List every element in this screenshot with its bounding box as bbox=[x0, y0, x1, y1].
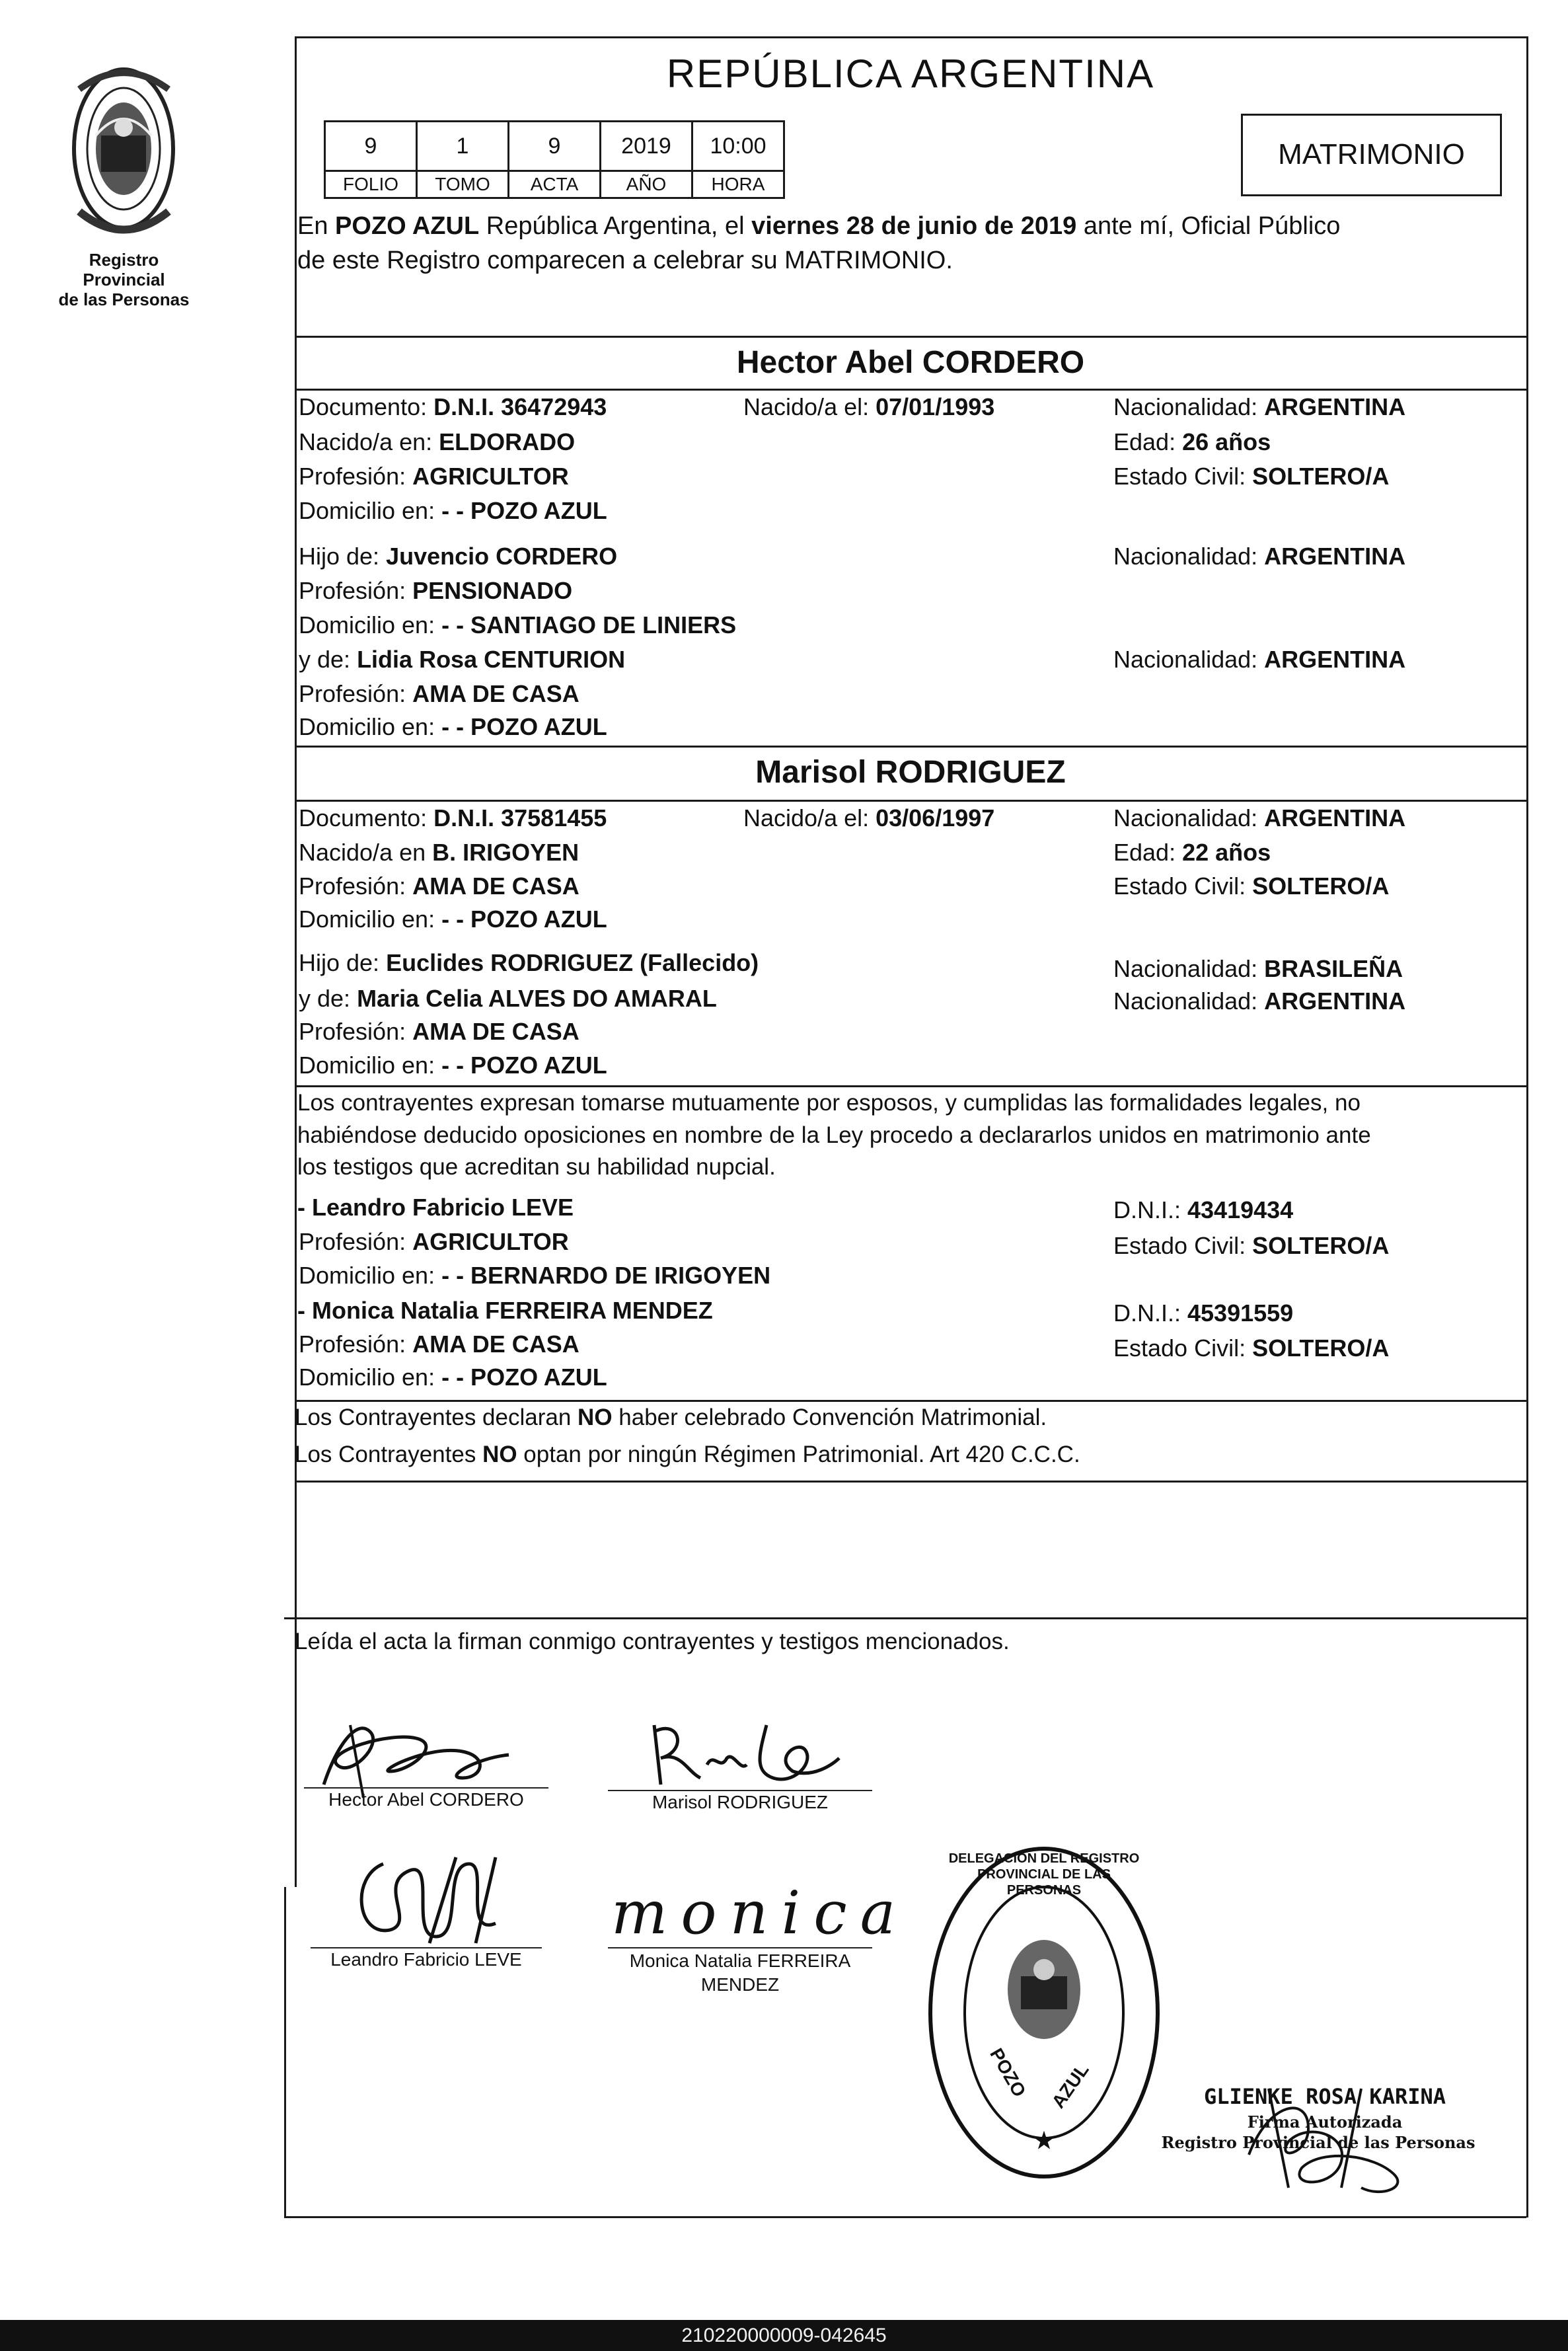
spouse1-civil: Estado Civil: SOLTERO/A bbox=[1113, 463, 1390, 490]
intro-line1 bbox=[297, 210, 1340, 242]
divider bbox=[295, 800, 1526, 802]
spouse1-signature-name: Hector Abel CORDERO bbox=[328, 1789, 524, 1810]
intro-text-b: República Argentina, el bbox=[479, 212, 752, 240]
official-title: Firma Autorizada bbox=[1247, 2112, 1403, 2132]
witness1-profession: Profesión: AGRICULTOR bbox=[299, 1228, 569, 1255]
witness1-signature-icon bbox=[337, 1844, 535, 1950]
frame-left-lower bbox=[284, 1887, 286, 2217]
registry-label bbox=[53, 250, 195, 309]
witness2-dni: D.N.I.: 45391559 bbox=[1113, 1299, 1294, 1327]
spouse1-mother-nationality: Nacionalidad: ARGENTINA bbox=[1113, 646, 1406, 673]
spouse2-signature-icon bbox=[641, 1712, 852, 1798]
official-registry: Registro Provincial de las Personas bbox=[1161, 2133, 1475, 2152]
spouse2-born-in: Nacido/a en B. IRIGOYEN bbox=[299, 839, 579, 866]
spouse2-domicile: Domicilio en: - - POZO AZUL bbox=[299, 906, 607, 933]
witness2-signature-name-line2: MENDEZ bbox=[700, 1974, 780, 1995]
witness1-signature-name: Leandro Fabricio LEVE bbox=[330, 1949, 522, 1970]
intro-line2: de este Registro comparecen a celebrar su MATRIMONIO. bbox=[297, 247, 953, 274]
witness2-civil: Estado Civil: SOLTERO/A bbox=[1113, 1334, 1390, 1362]
provincial-seal bbox=[69, 63, 178, 248]
spouse2-profession: Profesión: AMA DE CASA bbox=[299, 872, 579, 900]
tomo-value: 1 bbox=[416, 120, 509, 172]
closing-text: Leída el acta la firman conmigo contrayentes y testigos mencionados. bbox=[295, 1629, 1010, 1654]
divider bbox=[295, 746, 1526, 748]
official-name: GLIENKE ROSA KARINA bbox=[1203, 2084, 1446, 2109]
spouse1-father: Hijo de: Juvencio CORDERO bbox=[299, 543, 618, 570]
spouse1-father-domicile: Domicilio en: - - SANTIAGO DE LINIERS bbox=[299, 611, 737, 638]
divider bbox=[295, 389, 1526, 391]
spouse2-mother-profession: Profesión: AMA DE CASA bbox=[299, 1018, 579, 1045]
divider bbox=[284, 1617, 1526, 1619]
stamp-place-line2: AZUL bbox=[1047, 2060, 1093, 2112]
record-type-box bbox=[1241, 114, 1502, 196]
witness2-name: - Monica Natalia FERREIRA MENDEZ bbox=[297, 1297, 713, 1324]
barcode-text: 210220000009-042645 bbox=[0, 2320, 1568, 2351]
frame-bottom bbox=[284, 2216, 1526, 2218]
witness1-civil: Estado Civil: SOLTERO/A bbox=[1113, 1232, 1390, 1259]
frame-top bbox=[295, 36, 1526, 38]
frame-right bbox=[1526, 36, 1528, 2217]
divider bbox=[295, 1481, 1526, 1483]
spouse1-father-nationality: Nacionalidad: ARGENTINA bbox=[1113, 543, 1406, 570]
acta-value: 9 bbox=[507, 120, 601, 172]
delegation-stamp bbox=[925, 1844, 1163, 2181]
intro-place: POZO AZUL bbox=[335, 212, 480, 240]
spouse2-age: Edad: 22 años bbox=[1113, 839, 1271, 866]
intro-text-c: ante mí, Oficial Público bbox=[1076, 212, 1341, 240]
misiones-seal-icon bbox=[69, 63, 178, 248]
spouse2-document: Documento: D.N.I. 37581455 bbox=[299, 804, 607, 831]
spouse2-father: Hijo de: Euclides RODRIGUEZ (Fallecido) bbox=[299, 949, 759, 976]
hour-value: 10:00 bbox=[691, 120, 785, 172]
witness1-name: - Leandro Fabricio LEVE bbox=[297, 1194, 574, 1221]
spouse2-signature-name: Marisol RODRIGUEZ bbox=[652, 1792, 828, 1812]
tomo-label: TOMO bbox=[416, 170, 509, 199]
year-value: 2019 bbox=[599, 120, 693, 172]
spouse1-born-in: Nacido/a en: ELDORADO bbox=[299, 428, 576, 455]
spouse1-mother: y de: Lidia Rosa CENTURION bbox=[299, 646, 626, 673]
witness2-profession: Profesión: AMA DE CASA bbox=[299, 1330, 579, 1358]
spouse1-nationality: Nacionalidad: ARGENTINA bbox=[1113, 393, 1406, 420]
frame-left bbox=[295, 36, 297, 1887]
folio-value: 9 bbox=[324, 120, 418, 172]
intro-text-a: En bbox=[297, 212, 336, 240]
spouse1-mother-profession: Profesión: AMA DE CASA bbox=[299, 680, 579, 707]
spouse1-age: Edad: 26 años bbox=[1113, 428, 1271, 455]
stamp-place-line1: POZO bbox=[986, 2044, 1030, 2100]
spouse2-civil: Estado Civil: SOLTERO/A bbox=[1113, 872, 1390, 900]
spouse2-father-nationality: Nacionalidad: BRASILEÑA bbox=[1113, 955, 1403, 982]
acta-label: ACTA bbox=[507, 170, 601, 199]
witness2-signature-line bbox=[608, 1947, 872, 1948]
witness1-dni: D.N.I.: 43419434 bbox=[1113, 1196, 1294, 1223]
regime-patrimonial: Los Contrayentes NO optan por ningún Régimen Patrimonial. Art 420 C.C.C. bbox=[295, 1442, 1080, 1467]
country-title: REPÚBLICA ARGENTINA bbox=[666, 52, 1155, 96]
spouse1-domicile: Domicilio en: - - POZO AZUL bbox=[299, 497, 607, 524]
registry-label-line2: de las Personas bbox=[58, 289, 190, 309]
witness2-domicile: Domicilio en: - - POZO AZUL bbox=[299, 1364, 607, 1391]
witness2-signature-name-line1: Monica Natalia FERREIRA bbox=[629, 1950, 851, 1971]
spouse2-mother-domicile: Domicilio en: - - POZO AZUL bbox=[299, 1052, 607, 1079]
record-type: MATRIMONIO bbox=[1278, 138, 1465, 171]
spouse2-born-on: Nacido/a el: 03/06/1997 bbox=[743, 804, 995, 831]
spouse1-document: Documento: D.N.I. 36472943 bbox=[299, 393, 607, 420]
divider bbox=[295, 336, 1526, 338]
registry-fields-table bbox=[324, 120, 786, 200]
spouse2-mother-nationality: Nacionalidad: ARGENTINA bbox=[1113, 987, 1406, 1015]
spouse1-profession: Profesión: AGRICULTOR bbox=[299, 463, 569, 490]
declaration-line2: habiéndose deducido oposiciones en nombre de la Ley procedo a declararlos unidos en matrimonio ante bbox=[297, 1122, 1371, 1148]
year-label: AÑO bbox=[599, 170, 693, 199]
spouse2-name: Marisol RODRIGUEZ bbox=[755, 755, 1066, 790]
witness2-handwriting: monica bbox=[611, 1878, 909, 1948]
stamp-ring-text: DELEGACION DEL REGISTRO PROVINCIAL DE LAS PERSONAS bbox=[948, 1851, 1140, 1898]
spouse1-father-profession: Profesión: PENSIONADO bbox=[299, 577, 573, 604]
folio-label: FOLIO bbox=[324, 170, 418, 199]
intro-date: viernes 28 de junio de 2019 bbox=[751, 212, 1077, 240]
regime-convention: Los Contrayentes declaran NO haber celebrado Convención Matrimonial. bbox=[295, 1405, 1047, 1430]
registry-label-line1: Registro Provincial bbox=[83, 250, 165, 289]
spouse1-mother-domicile: Domicilio en: - - POZO AZUL bbox=[299, 713, 607, 740]
spouse2-nationality: Nacionalidad: ARGENTINA bbox=[1113, 804, 1406, 831]
svg-text:★: ★ bbox=[1033, 2128, 1055, 2153]
spouse1-born-on: Nacido/a el: 07/01/1993 bbox=[743, 393, 995, 420]
declaration-line1: Los contrayentes expresan tomarse mutuamente por esposos, y cumplidas las formalidades legales, no bbox=[297, 1090, 1361, 1116]
spouse1-name: Hector Abel CORDERO bbox=[736, 345, 1085, 380]
declaration-line3: los testigos que acreditan su habilidad nupcial. bbox=[297, 1154, 776, 1180]
witness1-domicile: Domicilio en: - - BERNARDO DE IRIGOYEN bbox=[299, 1262, 771, 1289]
spouse2-mother: y de: Maria Celia ALVES DO AMARAL bbox=[299, 985, 717, 1012]
hour-label: HORA bbox=[691, 170, 785, 199]
